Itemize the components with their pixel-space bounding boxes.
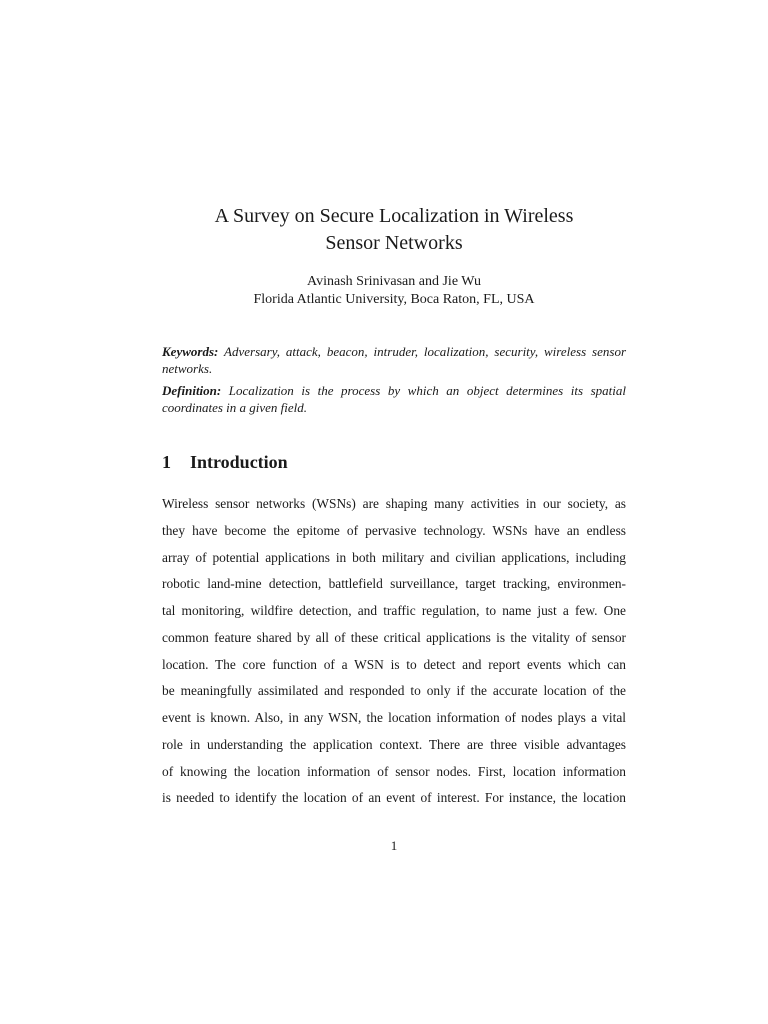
keywords-paragraph	[162, 343, 626, 377]
paper-title-line-1: A Survey on Secure Localization in Wireless	[214, 205, 574, 227]
definition-paragraph	[162, 382, 626, 416]
body-line: robotic land-mine detection, battlefield surveillance, target tracking, environmen-	[162, 576, 626, 592]
keywords-label: Keywords:	[162, 344, 219, 359]
body-line: array of potential applications in both military and civilian applications, including	[162, 549, 626, 565]
definition-text: Localization is the process by which an object determines its spatial coordinates in a given field.	[162, 383, 626, 415]
body-line: be meaningfully assimilated and responded to only if the accurate location of the	[162, 683, 626, 699]
section-title: Introduction	[190, 452, 288, 472]
section-number: 1	[162, 452, 171, 472]
keywords-text: Adversary, attack, beacon, intruder, localization, security, wireless sensor networks.	[162, 344, 627, 376]
section-heading	[162, 451, 288, 473]
page-number: 1	[390, 838, 398, 853]
paper-title	[0, 203, 768, 257]
author-affiliation: Florida Atlantic University, Boca Raton, FL, USA	[253, 292, 535, 307]
author-names: Avinash Srinivasan and Jie Wu	[307, 274, 481, 289]
body-line: they have become the epitome of pervasive technology. WSNs have an endless	[162, 522, 626, 538]
paper-title-line-2: Sensor Networks	[325, 232, 463, 254]
introduction-body	[162, 491, 626, 812]
body-line: tal monitoring, wildfire detection, and traffic regulation, to name just a few. One	[162, 603, 626, 618]
definition-label: Definition:	[162, 383, 222, 398]
body-line: is needed to identify the location of an event of interest. For instance, the location	[162, 790, 626, 806]
body-line: common feature shared by all of these critical applications is the vitality of sensor	[162, 629, 626, 645]
body-line: of knowing the location information of sensor nodes. First, location information	[162, 763, 626, 779]
body-line: event is known. Also, in any WSN, the location information of nodes plays a vital	[162, 710, 626, 725]
body-line: location. The core function of a WSN is to detect and report events which can	[162, 656, 626, 672]
body-line: role in understanding the application context. There are three visible advantages	[162, 736, 626, 752]
author-block	[0, 273, 768, 309]
body-line: Wireless sensor networks (WSNs) are shaping many activities in our society, as	[162, 496, 626, 511]
